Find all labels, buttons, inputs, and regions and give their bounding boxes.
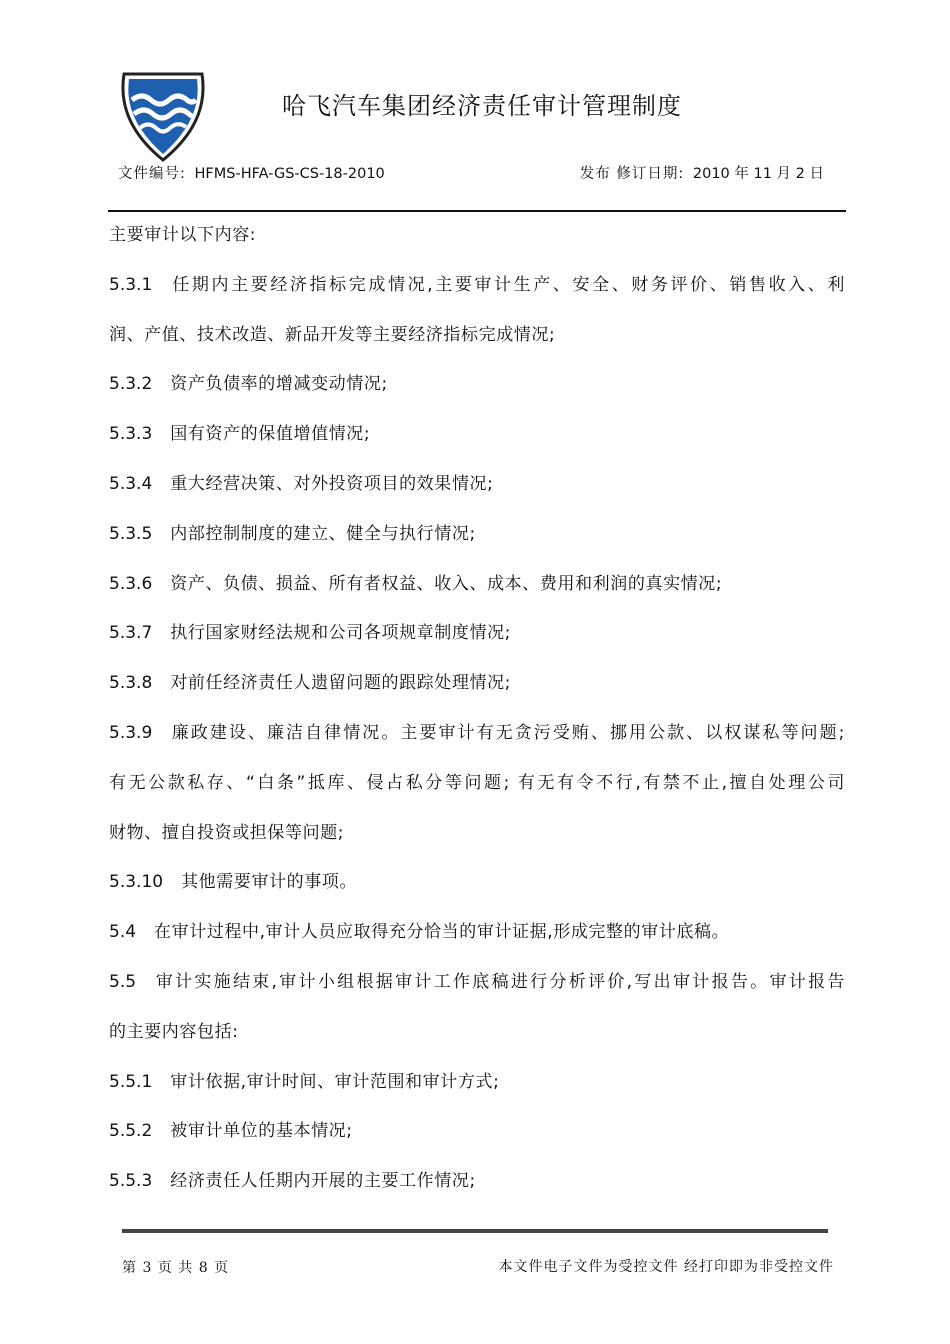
control-notice: 本文件电子文件为受控文件 经打印即为非受控文件 [498,1259,834,1275]
clause-5-3-7 [109,620,845,670]
clause-continuation: 财物、擅自投资或担保等问题; [109,822,345,843]
clause-number: 5.3.10 [109,872,164,893]
clause-number: 5.5.2 [109,1121,153,1142]
clause-5-3-4 [109,471,845,521]
clause-number: 5.3.7 [109,623,153,644]
file-number [118,162,385,183]
clause-number: 5.3.4 [109,473,153,494]
clause-5-3-3 [109,421,845,471]
clause-number: 5.3.2 [109,374,153,395]
clause-5-3-1 [109,272,845,322]
clause-text: 被审计单位的基本情况; [170,1121,353,1142]
intro-paragraph: 主要审计以下内容: [109,225,257,245]
clause-text: 资产负债率的增减变动情况; [170,374,388,395]
clause-continuation: 的主要内容包括: [109,1021,239,1042]
clause-5-3-9 [109,720,845,770]
clause-text: 审计依据,审计时间、审计范围和审计方式; [170,1071,500,1092]
file-number-value: HFMS-HFA-GS-CS-18-2010 [194,166,385,182]
clause-5-3-8 [109,670,845,720]
clause-number: 5.5.1 [109,1071,153,1092]
revision-date [580,162,824,183]
clause-text: 重大经营决策、对外投资项目的效果情况; [170,473,494,494]
clause-5-3-6 [109,571,845,621]
clause-number: 5.5.3 [109,1171,153,1192]
clause-continuation: 有无公款私存、“白条”抵库、侵占私分等问题; 有无有令不行,有禁不止,擅自处理公司 [109,772,845,793]
clause-number: 5.3.5 [109,523,153,544]
clause-number: 5.4 [109,922,137,943]
clause-number: 5.3.1 [109,274,153,295]
clause-text: 对前任经济责任人遗留问题的跟踪处理情况; [170,673,511,694]
clause-5-5-1 [109,1069,845,1119]
clause-text: 廉政建设、廉洁自律情况。主要审计有无贪污受贿、挪用公款、以权谋私等问题; [170,722,845,743]
clause-text: 内部控制制度的建立、健全与执行情况; [170,523,476,544]
clause-5-3-2 [109,371,845,421]
revision-date-value: 2010 年 11 月 2 日 [692,166,824,182]
clause-text: 国有资产的保值增值情况; [170,424,371,445]
revision-date-label: 发布 修订日期: [579,166,685,182]
clause-number: 5.5 [109,971,137,992]
clause-text: 经济责任人任期内开展的主要工作情况; [170,1171,476,1192]
shield-wave-logo-icon [118,70,208,162]
clause-text: 其他需要审计的事项。 [181,872,358,893]
clause-number: 5.3.8 [109,673,153,694]
clause-continuation: 润、产值、技术改造、新品开发等主要经济指标完成情况; [109,324,556,345]
clause-5-3-5 [109,521,845,571]
clause-number: 5.3.6 [109,573,153,594]
clause-text: 执行国家财经法规和公司各项规章制度情况; [170,623,511,644]
document-body [109,222,845,1218]
footer-divider [122,1229,828,1233]
document-title: 哈飞汽车集团经济责任审计管理制度 [282,92,682,120]
clause-text: 任期内主要经济指标完成情况,主要审计生产、安全、财务评价、销售收入、利 [170,274,845,295]
clause-5-5-2 [109,1118,845,1168]
clause-number: 5.3.9 [109,722,153,743]
clause-text: 审计实施结束,审计小组根据审计工作底稿进行分析评价,写出审计报告。审计报告 [154,971,845,992]
header-divider [108,210,846,212]
clause-text: 在审计过程中,审计人员应取得充分恰当的审计证据,形成完整的审计底稿。 [154,922,730,943]
clause-text: 资产、负债、损益、所有者权益、收入、成本、费用和利润的真实情况; [170,573,723,594]
clause-5-4 [109,919,845,969]
page-indicator: 第 3 页 共 8 页 [122,1260,230,1276]
clause-5-5 [109,969,845,1019]
clause-5-3-10 [109,869,845,919]
clause-number: 5.3.3 [109,424,153,445]
file-number-label: 文件编号: [118,166,186,182]
clause-5-5-3 [109,1168,845,1218]
